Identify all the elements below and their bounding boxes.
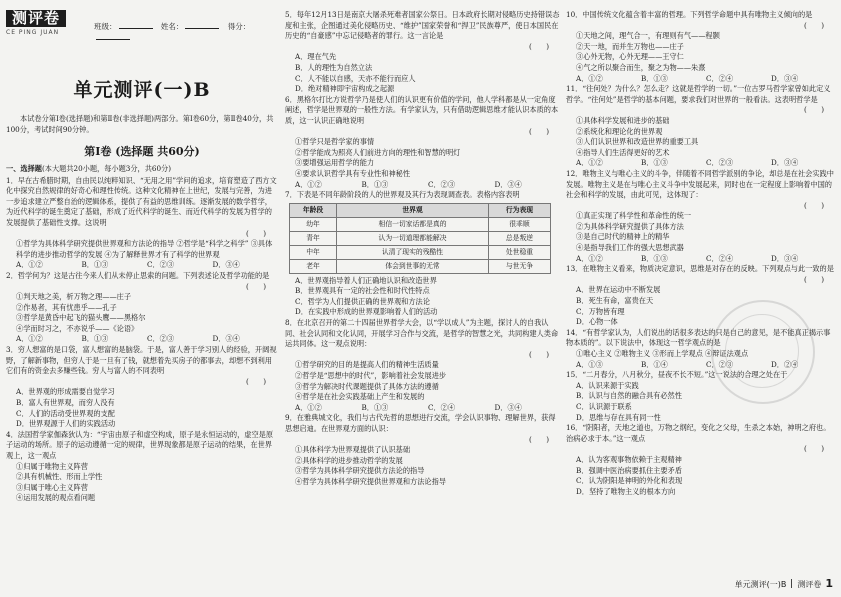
- statement: ①判天地之美，析万物之理——庄子: [16, 292, 132, 302]
- answer-blank: ( ): [529, 126, 549, 136]
- option: B．人的理性为自然立法: [295, 62, 373, 72]
- statement: ②具有机械性、形而上学性: [16, 472, 103, 482]
- statement: ②为具体科学研究提供了具体方法: [576, 221, 684, 231]
- statement: ④指导人们生活得更好的艺术: [576, 147, 670, 157]
- option: B．死生有命，富贵在天: [576, 296, 654, 306]
- answer-blank: ( ): [246, 376, 266, 386]
- table-row: [290, 217, 551, 231]
- table-cell: 处世稳重: [488, 245, 550, 259]
- answer-blank: ( ): [804, 105, 824, 115]
- option: D．坚持了唯物主义的根本方向: [576, 486, 676, 496]
- question-2: 2．哲学何为？这是古往今来人们从未停止思索的问题。下列表述论及哲学功能的是: [6, 270, 270, 280]
- answer-blank: ( ): [804, 274, 824, 284]
- statement: ②天一地，而并生万物也——庄子: [576, 41, 684, 51]
- table-header: 年龄段: [290, 203, 337, 217]
- table-cell: 相信一切家话都是真的: [337, 217, 489, 231]
- intro-text: 本试卷分第Ⅰ卷(选择题)和第Ⅱ卷(非选择题)两部分。第Ⅰ卷60分，第Ⅱ卷40分，共100分，考试时间90分钟。: [6, 114, 274, 134]
- option: C．人不能以自感，天亦不能行而应人: [295, 73, 416, 83]
- question-3: 3．穷人想富的是口袋，富人想富的是脑袋。于是，富人善于学习别人的经验，开阔视野，了解新事物，但穷人于是一旦有了钱，就想着先买房子的都事去，却想不到利用它们有的资金去多赚些钱。穷人与富人的不同表明: [6, 345, 277, 376]
- statement: ③心外无物，心外无理——王守仁: [576, 52, 684, 62]
- statement: ①归属于唯物主义阵营: [16, 461, 88, 471]
- statement: ①哲学只是哲学家的事情: [295, 137, 375, 147]
- page-title: 单元测评(一)B: [73, 79, 211, 102]
- option: A．世界在运动中不断发展: [576, 285, 661, 295]
- name-field[interactable]: [185, 28, 219, 29]
- question-9: 9．在雅典城文化，我们与古代先哲的思想进行交流，学会认识事物、理解世界，获得思想启迪。在世界观方面的认识：: [285, 413, 556, 433]
- question-11: 11．“往何处？为什么？怎么走？这就是哲学的一切。”一位古罗马哲学家曾如此定义哲学。“往何处”是哲学的基本问题，要求我们对世界的一般看法。这表明哲学是: [566, 84, 831, 104]
- question-14: 14．“有哲学家认为，人们说出的话很多表达的只是自己的意见，是不能真正揭示事物本质的”。以下说法中，体现这一哲学观点的是: [566, 327, 831, 348]
- option: C．哲学为人们提供正确的世界观和方法论: [295, 296, 430, 306]
- logo-badge: 测评卷: [6, 10, 66, 27]
- answer-blank: ( ): [246, 228, 266, 238]
- statement: ④哲学为具体科学研究提供世界观和方法论指导: [295, 476, 446, 486]
- question-6-options: A．①② B．①③ C．②③ D．③④: [295, 179, 522, 189]
- question-7: 7．下表是不同年龄阶段的人的世界观及其行为表现调查表。表格内容表明: [285, 190, 520, 200]
- option: D．心物一体: [576, 317, 618, 327]
- table-cell: 认清了现实的残酷性: [337, 245, 489, 259]
- option: C．万物皆有理: [576, 306, 625, 316]
- class-field[interactable]: [119, 28, 153, 29]
- statement: ③哲学是黄昏中起飞的猫头鹰——黑格尔: [16, 313, 146, 323]
- statement: ④哲学是在社会实践基础上产生和发展的: [295, 392, 425, 402]
- section-heading: 第Ⅰ卷 (选择题 共60分): [84, 145, 200, 159]
- option: A．认识来源于实践: [576, 380, 639, 390]
- footer-label: 测评卷: [797, 580, 822, 590]
- statement: ①具体科学发展和进步的基础: [576, 115, 670, 125]
- question-14-options: A．①③ B．①④ C．②③ D．②④: [576, 359, 799, 369]
- table-cell: 总是叛逆: [488, 231, 550, 245]
- statement: ②作易者，其有忧患乎——孔子: [16, 302, 117, 312]
- question-6: 6．黑格尔打比方说哲学乃是使人们的认识更有价值的学问，他人学科都是从一定角度阐述，哲学是世界观的一般性方法。有学家认为，只有借助逻辑思维才能认识本质的本质，这一认识正确地说明: [285, 94, 559, 125]
- column-right: [566, 10, 836, 497]
- statement: ①具体科学为世界观提供了认识基础: [295, 445, 411, 455]
- option: D．绝对精神即宇宙构成之起源: [295, 84, 395, 94]
- question-1-statements: ①哲学为具体科学研究提供世界观和方法论的指导 ②哲学是“科学之科学” ③具体科学的进步推动哲学的发展 ④为了解释世界才有了科学的世界观: [16, 239, 273, 259]
- question-5: 5．每年12月13日是南京大屠杀死难者国家公祭日。日本政府长期对侵略历史持错误态度和主张，企图通过美化侵略历史、“维护”国家荣誉和“捍卫”民族尊严，使日本国民在历史的“自豪感”中忘记侵略者的罪行。这一言论是: [285, 10, 560, 41]
- table-row: [290, 259, 551, 273]
- statement: ②哲学是“思想中的时代”，影响着社会发展进步: [295, 371, 447, 381]
- answer-blank: ( ): [529, 434, 549, 444]
- statement: ①天地之间，理气合一，有理则有气——程颢: [576, 31, 720, 41]
- watermark-seal-icon: [711, 300, 815, 404]
- question-11-options: A．①② B．①③ C．②③ D．③④: [576, 158, 799, 168]
- statement: ①真正实现了科学性和革命性的统一: [576, 211, 692, 221]
- question-16: 16．“阴阳者，天地之道也，万物之纲纪，变化之父母，生杀之本始，神明之府也。治病必求于本。”这一观点: [566, 423, 831, 443]
- answer-blank: ( ): [246, 281, 266, 291]
- divider: [791, 579, 792, 588]
- answer-blank: ( ): [804, 444, 824, 454]
- page-number: 1: [825, 577, 833, 591]
- question-type-heading: [6, 164, 278, 175]
- answer-blank: ( ): [529, 41, 549, 51]
- option: B．认识与自然的融合具有必然性: [576, 391, 682, 401]
- option: B．世界观具有一定的社会性和时代性特点: [295, 286, 430, 296]
- question-type-title: 一、选择题: [6, 163, 42, 173]
- question-2-options: A．①② B．①③ C．②③ D．③④: [16, 334, 240, 344]
- option: B．富人有世界观，而穷人没有: [16, 398, 115, 408]
- table-cell: 很乖顺: [488, 217, 550, 231]
- table-row: [290, 231, 551, 245]
- statement: ④要求认识哲学具有专业性和神秘性: [295, 168, 411, 178]
- option: C．认识源于联系: [576, 401, 632, 411]
- answer-blank: ( ): [804, 20, 824, 30]
- table-cell: 青年: [290, 231, 337, 245]
- option: A．认为客观事物依赖于主观精神: [576, 454, 682, 464]
- footer-unit: 单元测评(一)B: [734, 580, 787, 590]
- student-info-line: [94, 22, 278, 43]
- table-header: 世界观: [337, 203, 489, 217]
- question-1-options: A．①② B．①③ C．②③ D．③④: [16, 260, 240, 270]
- question-12: 12．唯物主义与唯心主义的斗争，伴随着不同哲学派别的争论，却总是在社会实践中发展。唯物主义是在与唯心主义斗争中发展起来，同时也在一定程度上影响着中国的社会和科学的发展，由此可见，这体现了：: [566, 168, 834, 200]
- score-field[interactable]: [96, 39, 130, 40]
- statement: ①唯心主义 ②唯物主义 ③形而上学观点 ④辩证法观点: [576, 349, 749, 358]
- class-label: 班级：: [94, 22, 117, 31]
- score-label: 得分：: [227, 22, 251, 31]
- statement: ③哲学为具体科学研究提供方法论的指导: [295, 466, 425, 476]
- table-row: [290, 245, 551, 259]
- question-type-note: (本大题共20小题，每小题3分，共60分): [41, 163, 172, 173]
- question-10-options: A．①② B．①③ C．②④ D．③④: [576, 73, 799, 83]
- table-cell: 与世无争: [488, 259, 550, 273]
- question-13: 13．在唯物主义看来，物质决定意识，思维是对存在的反映。下列观点与此一致的是: [566, 264, 834, 274]
- column-middle: [285, 10, 561, 488]
- option: D．思维与存在具有同一性: [576, 412, 661, 422]
- page-footer: [735, 579, 833, 591]
- table-header: 行为表现: [488, 203, 550, 217]
- table-header-row: [290, 203, 551, 217]
- statement: ②哲学能成为照亮人们前进方向的理性和智慧的明灯: [295, 147, 461, 157]
- option: A．世界观的形成需要自觉学习: [16, 387, 115, 397]
- option: C．人们的活动受世界观的支配: [16, 408, 115, 418]
- statement: ②具体科学的进步推动哲学的发展: [295, 455, 403, 465]
- table-cell: 体会到世事的无常: [337, 259, 489, 273]
- statement: ①哲学研究的目的是提高人们的精神生活质量: [295, 360, 439, 370]
- answer-blank: ( ): [529, 349, 549, 359]
- option: B．强调中医治病要抓住主要矛盾: [576, 465, 682, 475]
- statement: ④学而时习之，不亦说乎——《论语》: [16, 323, 139, 333]
- statement: ④气之所以聚合而生，聚之为物——朱熹: [576, 62, 706, 72]
- option: A．理在气先: [295, 52, 337, 62]
- statement: ④是指导我们工作的强大思想武器: [576, 243, 684, 253]
- question-12-options: A．①② B．①③ C．②④ D．③④: [576, 253, 799, 263]
- option: D．世界观源于人们的实践活动: [16, 419, 116, 429]
- statement: ②系统化和理论化的世界观: [576, 126, 663, 136]
- table-cell: 中年: [290, 245, 337, 259]
- question-8-options: A．①② B．①③ C．②④ D．③④: [295, 402, 522, 412]
- question-1: 1．早在古希腊时期，自由民以纯粹知识、“无用之用”学问的追求，培育塑造了西方文化中探究自然规律的好奇心和理性传统。这种文化精神在上世纪，发展与完善，为进一步追求建立严整自治的逻辑体系，提供了有益的思维训练。逐渐发展的数学哲学，为近代科学的诞生奠定了基础，形成了近代科学的诞生、而近代科学的发展为哲学的发展提供了基础性支撑。这说明: [6, 175, 277, 227]
- statement: ④运用发展的观点看问题: [16, 493, 96, 503]
- statement: ③要增强运用哲学的能力: [295, 158, 375, 168]
- logo-subtitle: CE PING JUAN: [6, 28, 60, 36]
- question-8: 8．在北京召开的第二十四届世界哲学大会，以“学以成人”为主题，探讨人的自我认同、社会认同和文化认同，开展学习合作与交流，是哲学的智慧之光，共同构建人类命运共同体。这一观点说明：: [285, 318, 559, 349]
- question-10: 10．中国传统文化蕴含着丰富的哲理。下列哲学命题中具有唯物主义倾向的是: [566, 10, 813, 19]
- table-cell: 认为一切道理都能解决: [337, 231, 489, 245]
- column-left: [6, 10, 278, 504]
- question-15: 15．“二月春分，八月秋分，昼夜不长不短。”这一说法的合理之处在于: [566, 370, 788, 380]
- worldview-table: [289, 203, 551, 274]
- statement: ③归属于唯心主义阵营: [16, 482, 88, 492]
- table-cell: 幼年: [290, 217, 337, 231]
- table-cell: 老年: [290, 259, 337, 273]
- statement: ③是自己时代的精神上的精华: [576, 232, 670, 242]
- name-label: 姓名：: [160, 22, 184, 31]
- question-4: 4．法国哲学家伽森狄认为：“宇宙由原子和虚空构成，原子是永恒运动的，虚空是原子运动的场所。原子的运动遵循一定的规律，世界现象都是原子运动的结果，在世界观上，这一观点: [6, 429, 274, 460]
- option: C．认为阴阳是神明的外化和表现: [576, 476, 683, 486]
- statement: ③人们认识世界和改造世界的重要工具: [576, 137, 699, 147]
- answer-blank: ( ): [804, 200, 824, 210]
- statement: ③哲学为解决时代课题提供了具体方法的遵循: [295, 381, 439, 391]
- option: D．在实践中形成的世界观影响着人们的活动: [295, 307, 438, 317]
- option: A．世界观指导着人们正确地认识和改造世界: [295, 275, 437, 285]
